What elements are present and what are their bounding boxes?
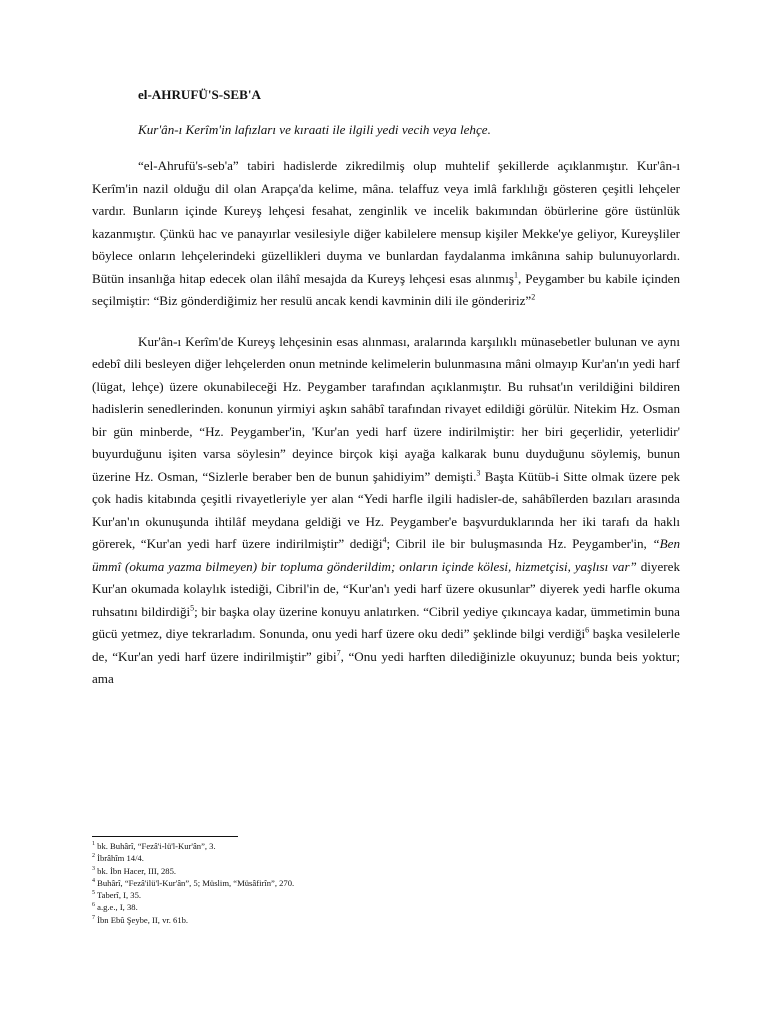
footnote-ref-1: 1	[513, 270, 518, 280]
footnote-3	[92, 865, 680, 877]
footnote-text: bk. İbn Hacer, III, 285.	[95, 865, 177, 876]
document-title: el-AHRUFÜ'S-SEB'A	[138, 87, 261, 102]
paragraph-2-text-c: ; Cibril ile bir buluşmasında Hz. Peygamber'in,	[386, 536, 653, 551]
footnote-text: Taberî, I, 35.	[95, 890, 142, 901]
footnote-4	[92, 877, 680, 889]
footnote-number: 7	[92, 914, 95, 921]
footnote-2	[92, 852, 680, 864]
footnote-text: İbrâhîm 14/4.	[95, 853, 144, 864]
footnote-ref-7: 7	[336, 648, 341, 658]
footnote-divider	[92, 836, 238, 837]
footnote-number: 6	[92, 902, 95, 909]
paragraph-2-text-d: diyerek Kur'an okumada kolaylık istediği, Cibril'in de, “Kur'an'ı yedi harf üzere okusunlar” diyerek yedi harfle okuma ruhsatını bildirdiği	[92, 558, 680, 619]
paragraph-2-text-e: ; bir başka olay üzerine konuyu anlatırken. “Cibril yediye çıkıncaya kadar, ümmetimin buna gücü yetmez, diye tekrarladım. Sonunda, onu yedi harf üzere oku dedi” şeklinde bilgi verdiği	[92, 603, 680, 641]
footnote-7	[92, 914, 680, 926]
footnote-text: a.g.e., I, 38.	[95, 902, 138, 913]
paragraph-2-text-b: Başta Kütüb-i Sitte olmak üzere pek çok hadis kitabında çeşitli rivayetleriyle yer alan “Yedi harfle ilgili hadisler-de, sahâbîlerden bazıları arasında Kur'an'ın okunuşunda ihtilâf meydana geldiği ve Hz. Peygamber'e başvurduklarında her iki tarafı da haklı görerek, “Kur'an yedi harf üzere indirilmiştir” dediği	[92, 468, 680, 551]
footnote-ref-4: 4	[382, 535, 387, 545]
footnote-ref-3: 3	[476, 468, 481, 478]
footnote-text: İbn Ebû Şeybe, II, vr. 61b.	[95, 914, 189, 925]
paragraph-1	[92, 155, 680, 313]
footnote-text: Buhârî, “Fezâ'ilü'l-Kur'ân”, 5; Müslim, “Müsâfirîn”, 270.	[95, 877, 295, 888]
footnote-ref-6: 6	[585, 625, 590, 635]
footnote-text: bk. Buhârî, “Fezâ'i-lü'l-Kur'ân”, 3.	[95, 841, 216, 851]
document-body	[92, 84, 680, 691]
paragraph-1-text-b: , Peygamber bu kabile içinden seçilmiştir: “Biz gönderdiğimiz her resulü ancak kendi kavminin dili ile göndeririz”	[92, 270, 680, 308]
footnote-ref-5: 5	[190, 603, 195, 613]
footnote-number: 1	[92, 841, 95, 848]
footnote-number: 3	[92, 865, 95, 872]
paragraph-1-text-a: “el-Ahrufü's-seb'a” tabiri hadislerde zikredilmiş olup muhtelif şekillerde açıklanmıştır. Kur'ân-ı Kerîm'in nazil olduğu dil olan Arapça'da kelime, mâna. telaffuz veya imlâ farklılığı gösteren çeşitli lehçeler vardır. Bunların içinde Kureyş lehçesi fesahat, zenginlik ve incelik bakımından öbürlerine göre üstünlük kazanmıştır. Çünkü hac ve panayırlar vesilesiyle diğer kabilelere mensup kişiler Mekke'ye geliyor, Kureyşliler böylece onların lehçelerindeki güzellikleri duyma ve bunlardan faydalanma imkânına sahip bulunuyorlardı. Bütün insanlığa hitap edecek olan ilâhî mesajda da Kureyş lehçesi esas alınmış	[92, 158, 680, 286]
footnote-1	[92, 840, 680, 852]
footnote-number: 2	[92, 853, 95, 860]
document-subtitle: Kur'ân-ı Kerîm'in lafızları ve kıraati ile ilgili yedi vecih veya lehçe.	[138, 121, 491, 137]
footnote-number: 5	[92, 890, 95, 897]
paragraph-2	[92, 331, 680, 691]
footnotes	[92, 836, 680, 926]
footnote-ref-2: 2	[531, 292, 536, 302]
footnote-5	[92, 889, 680, 901]
footnote-number: 4	[92, 878, 95, 885]
footnote-6	[92, 901, 680, 913]
paragraph-2-text-a: Kur'ân-ı Kerîm'de Kureyş lehçesinin esas alınması, aralarında karşılıklı münasebetler bulunan ve aynı edebî dili besleyen diğer lehçelerden onun metninde kelimelerin bulunmasına mâni olmayıp Kur'an'ın yedi harf (lügat, lehçe) üzere okunabileceği Hz. Peygamber tarafından açıklanmıştır. Bu ruhsat'ın verildiğini bildiren hadislerin senedlerinden. konunun yirmiyi aşkın sahâbî tarafından rivayet edildiği görülür. Nitekim Hz. Osman bir gün minberde, “Hz. Peygamber'in, 'Kur'an yedi harf üzere indirilmiştir: her biri geçerlidir, yeterlidir' buyurduğunu işiten varsa söylesin” deyince birçok kişi ayağa kalkarak bunu duyduğunu söylemiş, bunun üzerine Hz. Osman, “Sizlerle beraber ben de bunun şahidiyim” demişti.	[92, 333, 680, 484]
paragraph-2-quote: “Ben ümmî (okuma yazma bilmeyen) bir topluma gönderildim; onların içinde kölesi, hizmetçisi, yaşlısı var”	[92, 536, 680, 574]
paragraph-2-text-f: başka vesilelerle de, “Kur'an yedi harf üzere indirilmiştir” gibi	[92, 626, 680, 664]
paragraph-2-text-g: , “Onu yedi harften dilediğinizle okuyunuz; bunda beis yoktur; ama	[92, 648, 680, 686]
